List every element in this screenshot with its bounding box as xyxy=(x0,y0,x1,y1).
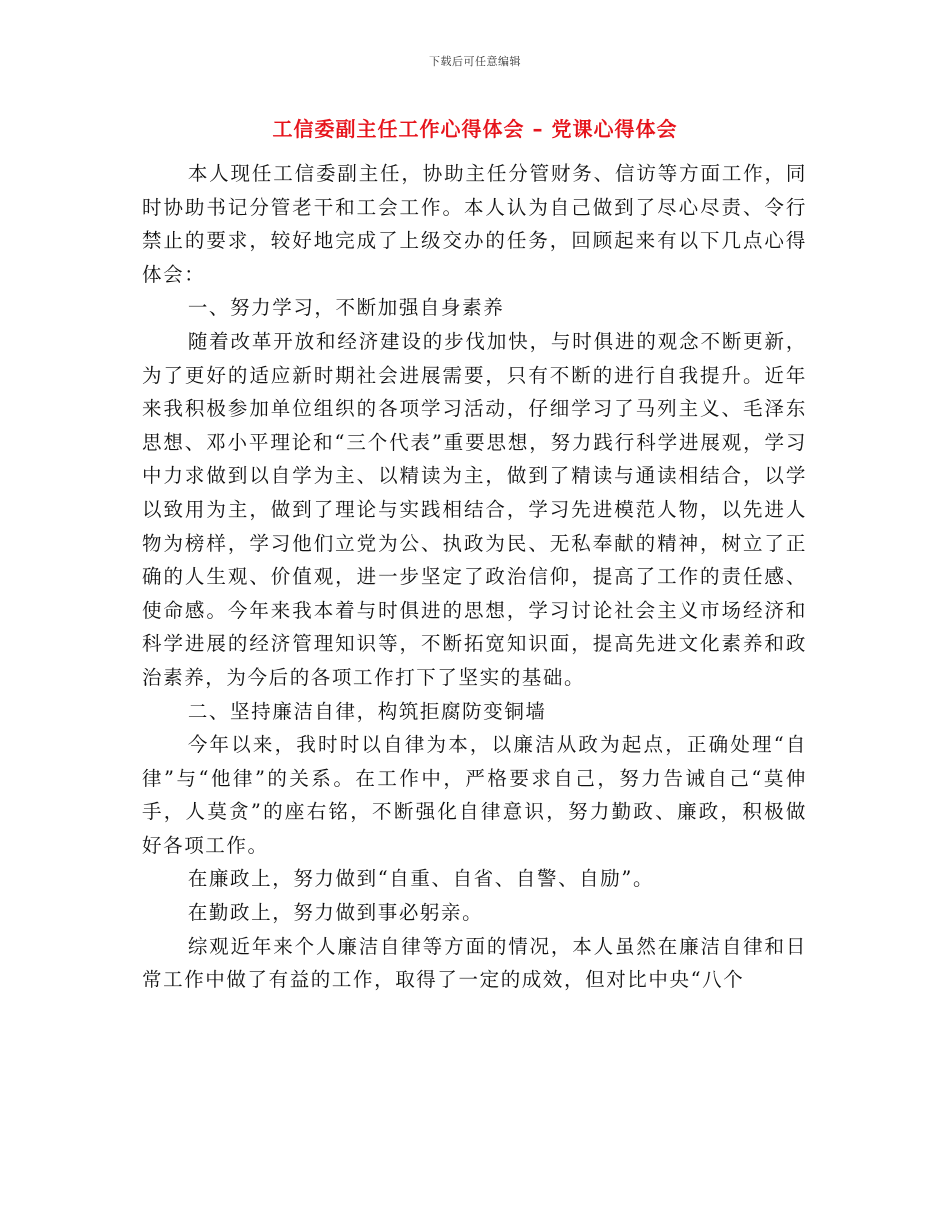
document-title: 工信委副主任工作心得体会 – 党课心得体会 xyxy=(272,117,678,141)
header-note: 下载后可任意编辑 xyxy=(429,55,521,68)
paragraph-self-discipline: 今年以来，我时时以自律为本，以廉洁从政为起点，正确处理“自律”与“他律”的关系。在工作中，严格要求自己，努力告诫自己“莫伸手，人莫贪”的座右铭，不断强化自律意识，努力勤政、廉政，积极做好各项工作。 xyxy=(142,733,807,857)
document-body xyxy=(142,157,807,997)
paragraph-integrity: 在廉政上，努力做到“自重、自省、自警、自励”。 xyxy=(187,867,655,891)
paragraph-summary: 综观近年来个人廉洁自律等方面的情况，本人虽然在廉洁自律和日常工作中做了有益的工作，取得了一定的成效，但对比中央“八个 xyxy=(142,934,807,992)
section-heading-1: 一、努力学习，不断加强自身素养 xyxy=(187,296,505,320)
section-heading-2: 二、坚持廉洁自律，构筑拒腐防变铜墙 xyxy=(187,699,547,723)
paragraph-intro: 本人现任工信委副主任，协助主任分管财务、信访等方面工作，同时协助书记分管老干和工会工作。本人认为自己做到了尽心尽责、令行禁止的要求，较好地完成了上级交办的任务，回顾起来有以下几点心得体会： xyxy=(142,162,807,286)
paragraph-diligence: 在勤政上，努力做到事必躬亲。 xyxy=(187,901,484,925)
paragraph-study: 随着改革开放和经济建设的步伐加快，与时俱进的观念不断更新，为了更好的适应新时期社会进展需要，只有不断的进行自我提升。近年来我积极参加单位组织的各项学习活动，仔细学习了马列主义、毛泽东思想、邓小平理论和“三个代表”重要思想，努力践行科学进展观，学习中力求做到以自学为主、以精读为主，做到了精读与通读相结合，以学以致用为主，做到了理论与实践相结合，学习先进模范人物，以先进人物为榜样，学习他们立党为公、执政为民、无私奉献的精神，树立了正确的人生观、价值观，进一步坚定了政治信仰，提高了工作的责任感、使命感。今年来我本着与时俱进的思想，学习讨论社会主义市场经济和科学进展的经济管理知识等，不断拓宽知识面，提高先进文化素养和政治素养，为今后的各项工作打下了坚实的基础。 xyxy=(142,329,807,689)
